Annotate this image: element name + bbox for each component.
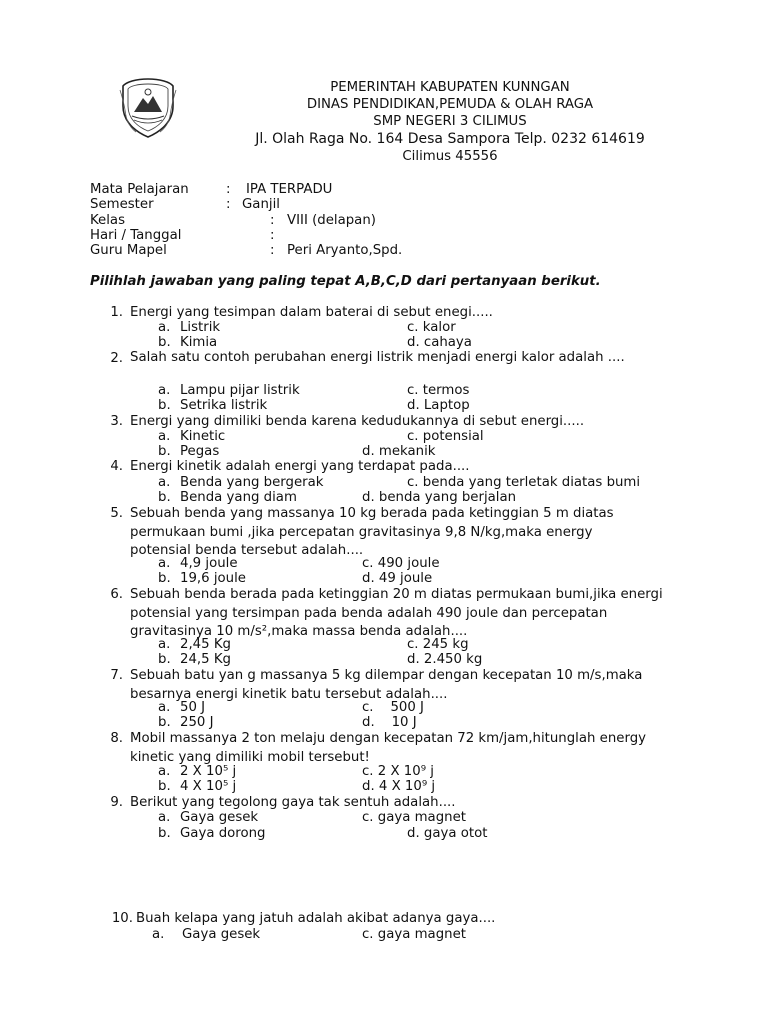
option-c: c. potensial xyxy=(407,429,484,444)
info-separator: : xyxy=(270,228,275,243)
option-b: b. 4 X 10⁵ j xyxy=(158,779,237,794)
option-b: b. 24,5 Kg xyxy=(158,652,231,667)
option-b: b. 250 J xyxy=(158,715,214,730)
option-b: b. Pegas xyxy=(158,444,220,459)
question-text: Berikut yang tegolong gaya tak sentuh adalah.... xyxy=(130,795,456,810)
option-b: b. 19,6 joule xyxy=(158,571,246,586)
option-d: d. mekanik xyxy=(362,444,436,459)
option-a: a. Benda yang bergerak xyxy=(158,475,324,490)
header-address: Jl. Olah Raga No. 164 Desa Sampora Telp. 0232 614619 xyxy=(255,131,645,147)
option-d: d. 4 X 10⁹ j xyxy=(362,779,436,794)
option-b: b. Kimia xyxy=(158,335,218,350)
option-a: a. 50 J xyxy=(158,700,206,715)
question-text: Sebuah benda yang massanya 10 kg berada pada ketinggian 5 m diatas permukaan bumi ,jika percepatan gravitasinya 9,8 N/kg,maka energy potensial benda tersebut adalah.... xyxy=(130,506,614,558)
option-a: a. Kinetic xyxy=(158,429,226,444)
question-number: 7. xyxy=(110,668,123,683)
header-department: DINAS PENDIDIKAN,PEMUDA & OLAH RAGA xyxy=(306,97,594,112)
info-label: Semester xyxy=(90,197,154,212)
question-number: 6. xyxy=(110,587,123,602)
instruction-text: Pilihlah jawaban yang paling tepat A,B,C,D dari pertanyaan berikut. xyxy=(90,274,601,289)
question-text: Energi kinetik adalah energi yang terdapat pada.... xyxy=(130,459,470,474)
info-value: IPA TERPADU xyxy=(246,182,333,197)
option-a: a. Gaya gesek xyxy=(158,810,259,825)
info-label: Kelas xyxy=(90,213,126,228)
info-label: Guru Mapel xyxy=(90,243,167,258)
question-number: 9. xyxy=(110,795,123,810)
info-separator: : xyxy=(226,182,231,197)
regency-emblem-logo xyxy=(118,76,178,140)
option-b: b. Setrika listrik xyxy=(158,398,268,413)
option-d: d. 49 joule xyxy=(362,571,433,586)
question-text: Sebuah benda berada pada ketinggian 20 m diatas permukaan bumi,jika energi potensial yang tersimpan pada benda adalah 490 joule dan percepatan gravitasinya 10 m/s²,maka massa benda adalah.... xyxy=(130,587,663,639)
option-a: a. Gaya gesek xyxy=(152,927,261,942)
option-b: b. Benda yang diam xyxy=(158,490,297,505)
option-c: c. 2 X 10⁹ j xyxy=(362,764,434,779)
option-d: d. 2.450 kg xyxy=(407,652,483,667)
info-label: Hari / Tanggal xyxy=(90,228,182,243)
question-number: 8. xyxy=(110,731,123,746)
option-c: c. 245 kg xyxy=(407,637,469,652)
info-separator: : xyxy=(226,197,231,212)
question-text: Salah satu contoh perubahan energi listrik menjadi energi kalor adalah .... xyxy=(130,350,625,365)
question-number: 3. xyxy=(110,414,123,429)
info-value: Ganjil xyxy=(242,197,280,212)
option-a: a. 2 X 10⁵ j xyxy=(158,764,237,779)
question-text: Buah kelapa yang jatuh adalah akibat adanya gaya.... xyxy=(136,911,496,926)
question-text: Energi yang dimiliki benda karena kedudukannya di sebut energi..... xyxy=(130,414,585,429)
question-number: 10. xyxy=(111,911,133,926)
question-number: 5. xyxy=(110,506,123,521)
option-a: a. 2,45 Kg xyxy=(158,637,231,652)
option-d: d. gaya otot xyxy=(407,826,488,841)
info-value: VIII (delapan) xyxy=(287,213,376,228)
question-text: Mobil massanya 2 ton melaju dengan kecepatan 72 km/jam,hitunglah energy kinetic yang dimiliki mobil tersebut! xyxy=(130,731,647,765)
option-c: c. gaya magnet xyxy=(362,810,466,825)
option-d: d. benda yang berjalan xyxy=(362,490,517,505)
info-value: Peri Aryanto,Spd. xyxy=(287,243,403,258)
question-number: 4. xyxy=(110,459,123,474)
question-number: 1. xyxy=(110,305,123,320)
option-d: d. cahaya xyxy=(407,335,472,350)
option-d: d. 10 J xyxy=(362,715,417,730)
header-government: PEMERINTAH KABUPATEN KUNNGAN xyxy=(330,80,570,95)
question-number: 2. xyxy=(110,351,123,366)
option-a: a. 4,9 joule xyxy=(158,556,238,571)
option-a: a. Lampu pijar listrik xyxy=(158,383,300,398)
option-b: b. Gaya dorong xyxy=(158,826,266,841)
option-c: c. gaya magnet xyxy=(362,927,466,942)
option-d: d. Laptop xyxy=(407,398,470,413)
info-separator: : xyxy=(270,243,275,258)
option-c: c. 500 J xyxy=(362,700,424,715)
info-label: Mata Pelajaran xyxy=(90,182,189,197)
option-c: c. termos xyxy=(407,383,470,398)
question-text: Energi yang tesimpan dalam baterai di sebut enegi..... xyxy=(130,305,493,320)
option-c: c. 490 joule xyxy=(362,556,440,571)
question-text: Sebuah batu yan g massanya 5 kg dilempar dengan kecepatan 10 m/s,maka besarnya energi kinetik batu tersebut adalah.... xyxy=(130,668,643,702)
option-c: c. benda yang terletak diatas bumi xyxy=(407,475,641,490)
info-separator: : xyxy=(270,213,275,228)
header-city: Cilimus 45556 xyxy=(402,149,498,164)
option-c: c. kalor xyxy=(407,320,456,335)
header-school: SMP NEGERI 3 CILIMUS xyxy=(373,114,527,129)
option-a: a. Listrik xyxy=(158,320,221,335)
